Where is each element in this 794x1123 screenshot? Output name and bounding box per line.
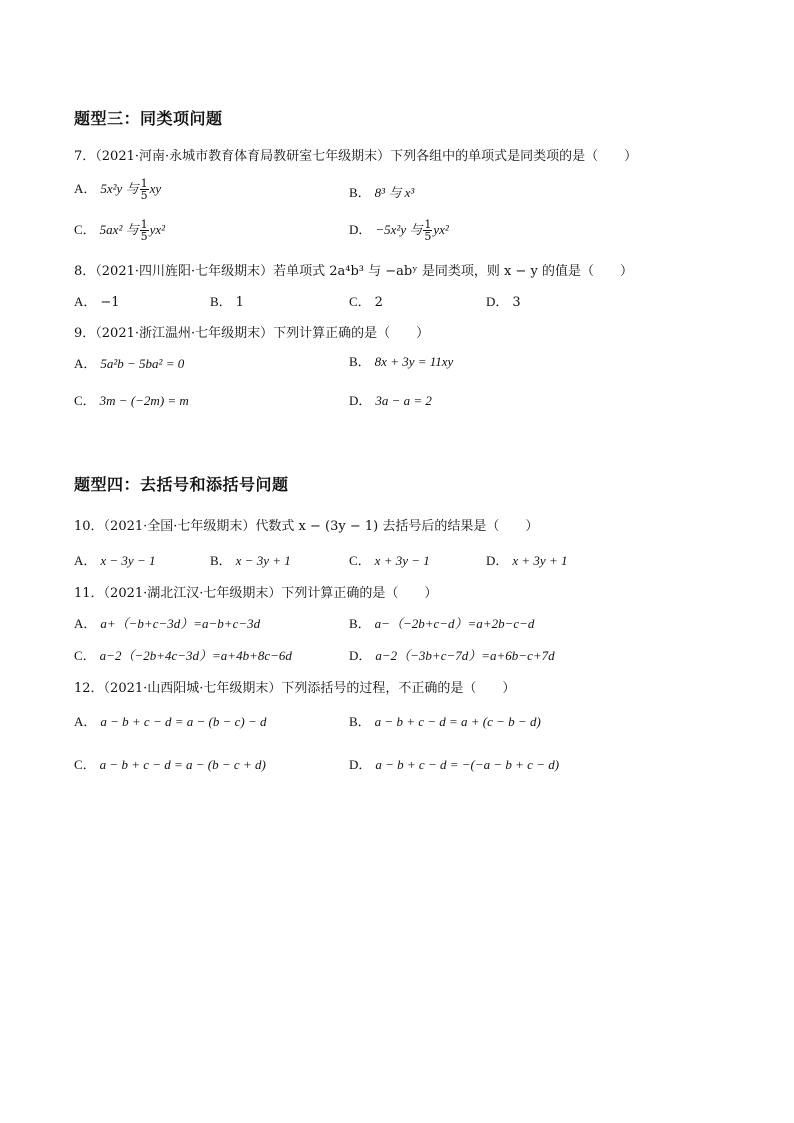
option-letter: B． xyxy=(349,616,371,631)
option-text: 3m − (−2m) = m xyxy=(99,393,189,408)
option-letter: C． xyxy=(74,393,96,408)
option-text: 5x²y 与 xyxy=(100,181,139,196)
option-text: yx² xyxy=(433,222,449,237)
question-11-option-a xyxy=(74,613,260,632)
option-letter: A． xyxy=(74,181,97,196)
option-text: 5ax² 与 xyxy=(99,222,139,237)
option-text: xy xyxy=(149,181,162,196)
question-12-option-b xyxy=(349,711,541,730)
option-letter: D． xyxy=(349,393,372,408)
option-text: x + 3y − 1 xyxy=(374,553,430,568)
option-letter: B． xyxy=(210,294,232,309)
option-letter: D． xyxy=(486,294,509,309)
question-10-option-b xyxy=(210,550,291,569)
question-9-stem: 9．（2021·浙江温州·七年级期末）下列计算正确的是（ ） xyxy=(74,326,430,341)
option-text: −5x²y 与 xyxy=(375,222,423,237)
option-text: x − 3y − 1 xyxy=(100,553,156,568)
option-letter: C． xyxy=(349,294,371,309)
question-8-option-d xyxy=(486,291,521,310)
option-text: a−（−2b+c−d）=a+2b−c−d xyxy=(374,616,535,631)
option-letter: B． xyxy=(349,714,371,729)
option-text: yx² xyxy=(149,222,166,237)
fraction xyxy=(140,219,149,242)
question-7-stem: 7．（2021·河南·永城市教育体育局教研室七年级期末）下列各组中的单项式是同类项的是（ ） xyxy=(74,149,638,164)
option-letter: A． xyxy=(74,553,97,568)
fraction-numerator: 1 xyxy=(140,218,148,231)
fraction-denominator: 5 xyxy=(424,230,432,243)
option-text: 3 xyxy=(512,295,521,310)
option-letter: D． xyxy=(486,553,509,568)
question-9-option-d xyxy=(349,390,432,409)
question-7-option-d xyxy=(349,219,449,242)
question-7-option-b xyxy=(349,182,414,201)
question-10-option-d xyxy=(486,550,567,569)
question-7-option-a xyxy=(74,178,161,201)
option-text: 8x + 3y = 11xy xyxy=(374,354,454,369)
question-10-stem: 10．（2021·全国·七年级期末）代数式 x − (3y − 1) 去括号后的结果是（ ） xyxy=(74,519,539,534)
question-11-stem: 11．（2021·湖北江汉·七年级期末）下列计算正确的是（ ） xyxy=(74,586,438,601)
option-letter: B． xyxy=(210,553,232,568)
question-12-option-d xyxy=(349,754,559,773)
option-text: a − b + c − d = −(−a − b + c − d) xyxy=(375,757,560,772)
question-8-option-a xyxy=(74,291,120,310)
question-12-stem: 12．（2021·山西阳城·七年级期末）下列添括号的过程，不正确的是（ ） xyxy=(74,681,516,696)
fraction-denominator: 5 xyxy=(140,189,148,202)
option-text: a+（−b+c−3d）=a−b+c−3d xyxy=(100,616,261,631)
option-text: a − b + c − d = a + (c − b − d) xyxy=(374,714,541,729)
option-text: a−2（−3b+c−7d）=a+6b−c+7d xyxy=(375,648,555,663)
option-text: 3a − a = 2 xyxy=(375,393,432,408)
question-10-option-a xyxy=(74,550,155,569)
option-letter: C． xyxy=(74,222,96,237)
option-text: 5a²b − 5ba² = 0 xyxy=(100,356,185,371)
option-letter: A． xyxy=(74,294,97,309)
option-letter: C． xyxy=(74,757,96,772)
question-9-option-b xyxy=(349,351,453,370)
fraction xyxy=(423,219,432,242)
option-letter: D． xyxy=(349,222,372,237)
question-11-option-c xyxy=(74,645,292,664)
section-title-type4: 题型四：去括号和添括号问题 xyxy=(74,475,289,494)
option-text: 8³ 与 x³ xyxy=(374,185,415,200)
question-12-option-c xyxy=(74,754,266,773)
fraction-numerator: 1 xyxy=(140,177,148,190)
option-text: 2 xyxy=(374,295,383,310)
question-9-option-c xyxy=(74,390,189,409)
option-text: a − b + c − d = a − (b − c) − d xyxy=(100,714,267,729)
question-7-option-c xyxy=(74,219,165,242)
option-letter: A． xyxy=(74,616,97,631)
option-text: a−2（−2b+4c−3d）=a+4b+8c−6d xyxy=(99,648,292,663)
option-letter: B． xyxy=(349,354,371,369)
option-text: −1 xyxy=(100,295,120,310)
option-text: x − 3y + 1 xyxy=(235,553,291,568)
question-8-option-c xyxy=(349,291,383,310)
question-11-option-b xyxy=(349,613,534,632)
fraction xyxy=(140,178,149,201)
option-letter: C． xyxy=(349,553,371,568)
question-12-option-a xyxy=(74,711,267,730)
option-text: 1 xyxy=(235,295,244,310)
option-letter: D． xyxy=(349,648,372,663)
question-8-option-b xyxy=(210,291,244,310)
fraction-numerator: 1 xyxy=(424,218,432,231)
question-10-option-c xyxy=(349,550,430,569)
question-11-option-d xyxy=(349,645,555,664)
option-text: x + 3y + 1 xyxy=(512,553,568,568)
option-letter: D． xyxy=(349,757,372,772)
section-title-type3: 题型三：同类项问题 xyxy=(74,109,223,128)
option-letter: B． xyxy=(349,185,371,200)
question-9-option-a xyxy=(74,353,184,372)
option-text: a − b + c − d = a − (b − c + d) xyxy=(99,757,266,772)
option-letter: C． xyxy=(74,648,96,663)
fraction-denominator: 5 xyxy=(140,230,148,243)
question-8-stem: 8．（2021·四川旌阳·七年级期末）若单项式 2a⁴b³ 与 −abʸ 是同类项，则 x − y 的值是（ ） xyxy=(74,264,633,279)
option-letter: A． xyxy=(74,714,97,729)
option-letter: A． xyxy=(74,356,97,371)
